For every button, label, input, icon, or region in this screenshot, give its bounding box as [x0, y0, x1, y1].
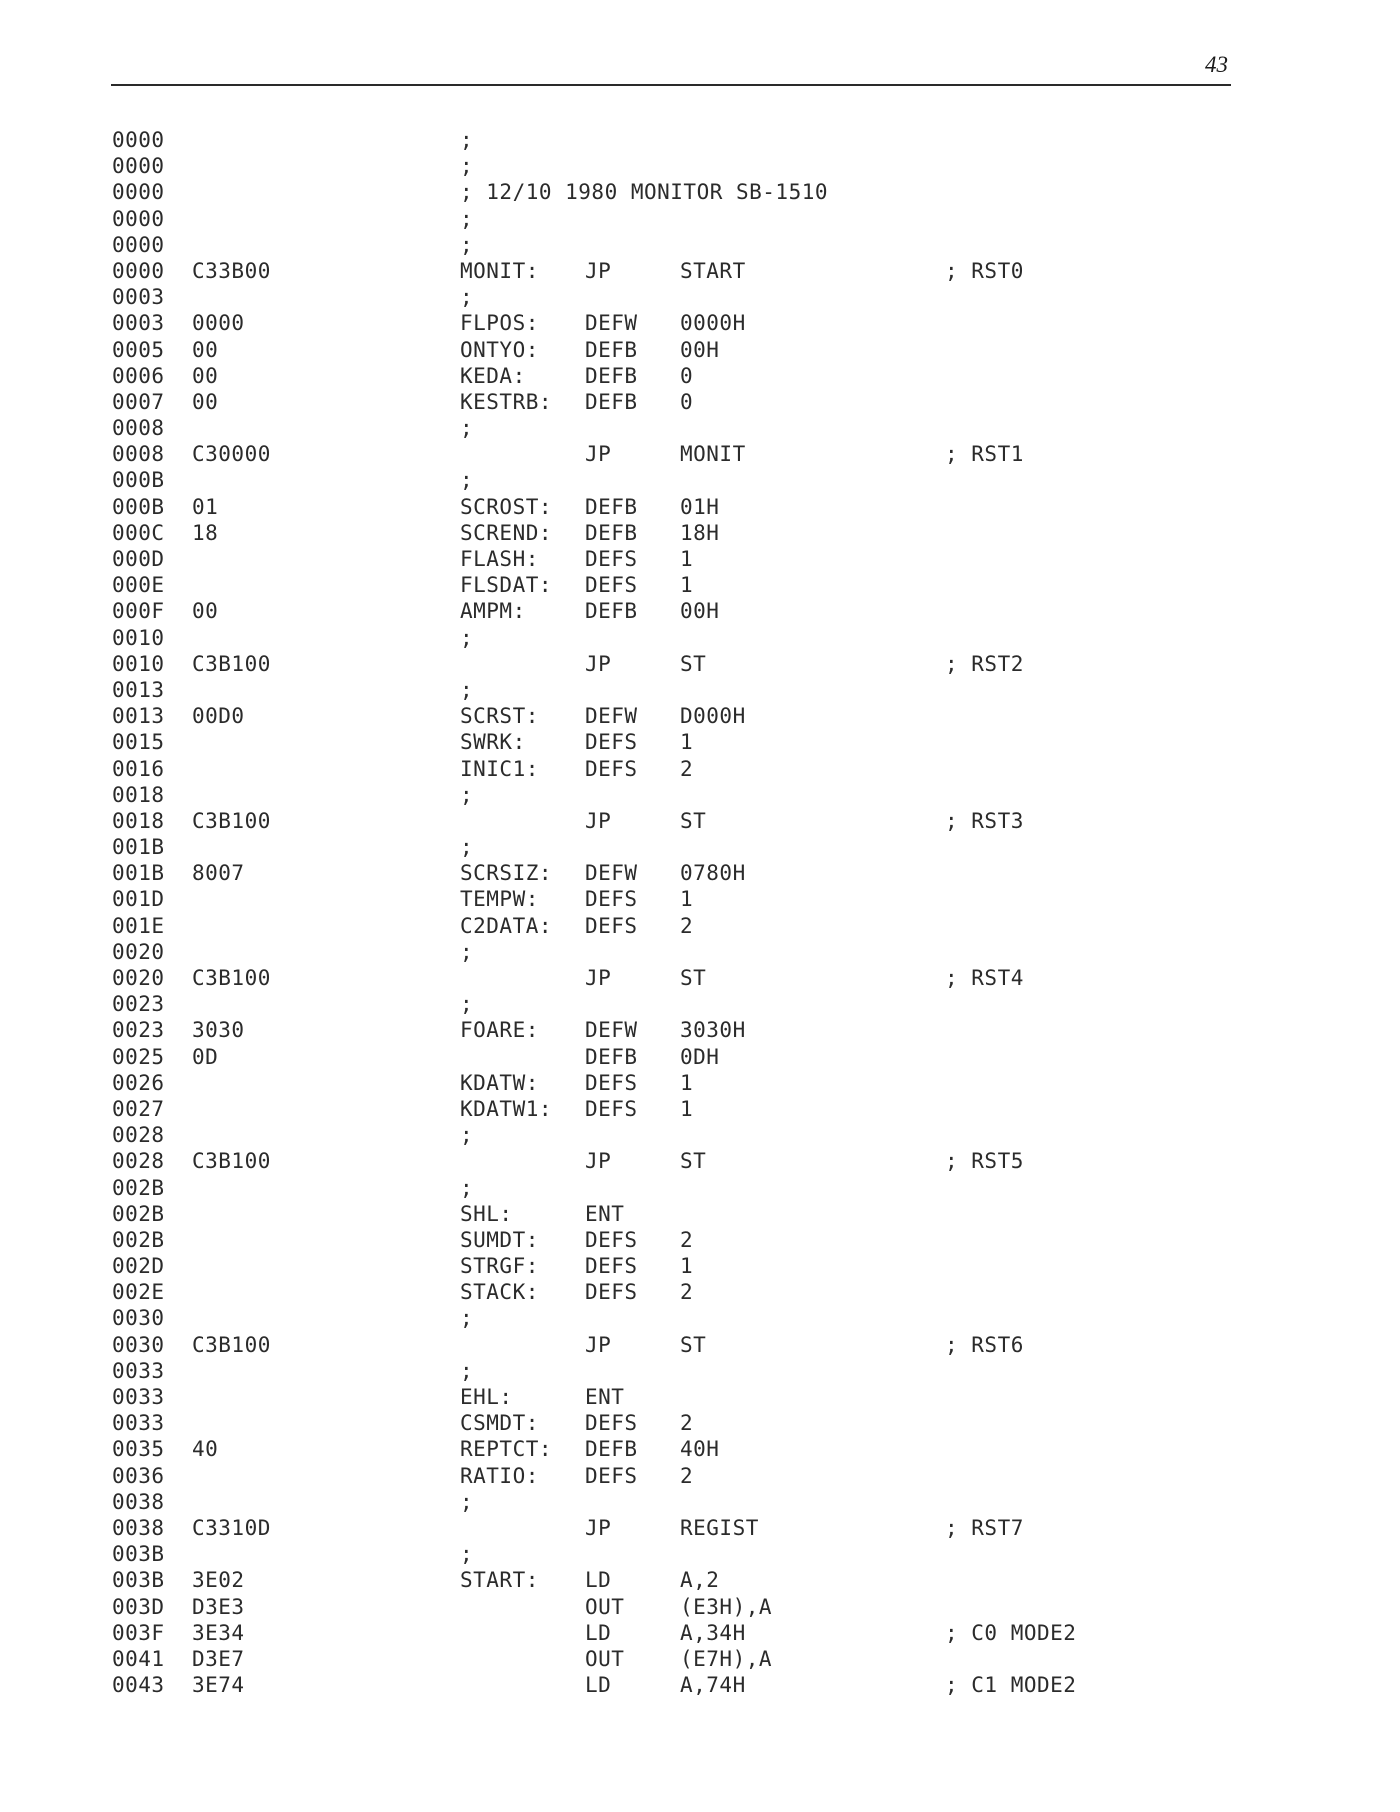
object-code-cell: C3B100	[192, 651, 271, 676]
listing-line	[0, 678, 1400, 704]
address-cell: 000E	[112, 573, 165, 598]
label-cell: ;	[460, 232, 474, 257]
operand-cell: 00H	[680, 337, 720, 362]
address-cell: 0013	[112, 704, 165, 729]
mnemonic-cell: JP	[585, 1149, 612, 1174]
object-code-cell: C3B100	[192, 1332, 271, 1357]
label-cell: ;	[460, 1489, 474, 1514]
operand-cell: 2	[680, 756, 694, 781]
object-code-cell: 3030	[192, 1018, 245, 1043]
mnemonic-cell: DEFB	[585, 1437, 638, 1462]
object-code-cell: D3E3	[192, 1594, 245, 1619]
comment-cell: ; RST6	[945, 1332, 1024, 1357]
address-cell: 0006	[112, 363, 165, 388]
listing-line	[0, 442, 1400, 468]
label-cell: ;	[460, 1358, 474, 1383]
listing-line	[0, 154, 1400, 180]
address-cell: 0028	[112, 1149, 165, 1174]
label-cell: ;	[460, 285, 474, 310]
listing-line	[0, 1647, 1400, 1673]
label-cell: RATIO:	[460, 1463, 539, 1488]
address-cell: 002B	[112, 1175, 165, 1200]
listing-line	[0, 338, 1400, 364]
listing-line	[0, 1595, 1400, 1621]
mnemonic-cell: DEFS	[585, 1280, 638, 1305]
label-cell: SHL:	[460, 1201, 513, 1226]
mnemonic-cell: LD	[585, 1620, 612, 1645]
listing-line	[0, 1202, 1400, 1228]
operand-cell: 1	[680, 1254, 694, 1279]
object-code-cell: C30000	[192, 442, 271, 467]
operand-cell: 2	[680, 913, 694, 938]
listing-line	[0, 1280, 1400, 1306]
listing-line	[0, 1359, 1400, 1385]
operand-cell: 2	[680, 1227, 694, 1252]
mnemonic-cell: DEFS	[585, 913, 638, 938]
operand-cell: 2	[680, 1411, 694, 1436]
listing-line	[0, 573, 1400, 599]
address-cell: 0000	[112, 232, 165, 257]
address-cell: 003D	[112, 1594, 165, 1619]
operand-cell: (E7H),A	[680, 1646, 773, 1671]
operand-cell: ST	[680, 651, 707, 676]
mnemonic-cell: DEFS	[585, 1254, 638, 1279]
label-cell: ;	[460, 835, 474, 860]
address-cell: 0000	[112, 154, 165, 179]
address-cell: 0000	[112, 206, 165, 231]
mnemonic-cell: DEFS	[585, 1096, 638, 1121]
label-cell: C2DATA:	[460, 913, 553, 938]
operand-cell: 0	[680, 389, 694, 414]
label-cell: MONIT:	[460, 258, 539, 283]
listing-line	[0, 1149, 1400, 1175]
listing-line	[0, 1542, 1400, 1568]
mnemonic-cell: DEFS	[585, 756, 638, 781]
operand-cell: ST	[680, 1332, 707, 1357]
object-code-cell: 00	[192, 337, 219, 362]
label-cell: SCRST:	[460, 704, 539, 729]
listing-line	[0, 259, 1400, 285]
label-cell: ;	[460, 992, 474, 1017]
address-cell: 000D	[112, 547, 165, 571]
address-cell: 003F	[112, 1620, 165, 1645]
operand-cell: (E3H),A	[680, 1594, 773, 1619]
label-cell: FLPOS:	[460, 311, 539, 336]
address-cell: 0013	[112, 677, 165, 702]
listing-line	[0, 940, 1400, 966]
object-code-cell: C3310D	[192, 1515, 271, 1540]
mnemonic-cell: DEFB	[585, 363, 638, 388]
comment-cell: ; RST2	[945, 651, 1024, 676]
mnemonic-cell: DEFW	[585, 861, 638, 886]
operand-cell: 18H	[680, 520, 720, 545]
mnemonic-cell: DEFB	[585, 389, 638, 414]
mnemonic-cell: DEFS	[585, 1463, 638, 1488]
listing-line	[0, 1176, 1400, 1202]
mnemonic-cell: DEFS	[585, 1227, 638, 1252]
object-code-cell: C3B100	[192, 808, 271, 833]
address-cell: 0041	[112, 1646, 165, 1671]
label-cell: FLASH:	[460, 547, 539, 571]
comment-cell: ; RST1	[945, 442, 1024, 467]
mnemonic-cell: DEFS	[585, 1070, 638, 1095]
address-cell: 0000	[112, 180, 165, 205]
listing-line	[0, 390, 1400, 416]
address-cell: 0025	[112, 1044, 165, 1069]
operand-cell: 40H	[680, 1437, 720, 1462]
mnemonic-cell: JP	[585, 808, 612, 833]
listing-line	[0, 757, 1400, 783]
address-cell: 001E	[112, 913, 165, 938]
operand-cell: 01H	[680, 494, 720, 519]
label-cell: SCRSIZ:	[460, 861, 553, 886]
mnemonic-cell: DEFW	[585, 1018, 638, 1043]
label-cell: START:	[460, 1568, 539, 1593]
operand-cell: 2	[680, 1463, 694, 1488]
comment-cell: ; RST0	[945, 258, 1024, 283]
address-cell: 0038	[112, 1489, 165, 1514]
listing-line	[0, 887, 1400, 913]
label-cell: INIC1:	[460, 756, 539, 781]
address-cell: 0020	[112, 939, 165, 964]
listing-line	[0, 599, 1400, 625]
address-cell: 002D	[112, 1254, 165, 1279]
operand-cell: START	[680, 258, 746, 283]
address-cell: 000B	[112, 494, 165, 519]
comment-cell: ; C1 MODE2	[945, 1673, 1077, 1698]
object-code-cell: 00	[192, 389, 219, 414]
listing-line	[0, 547, 1400, 573]
operand-cell: 1	[680, 573, 694, 598]
object-code-cell: C33B00	[192, 258, 271, 283]
listing-line	[0, 128, 1400, 154]
mnemonic-cell: JP	[585, 1515, 612, 1540]
label-cell: ;	[460, 625, 474, 650]
object-code-cell: 00	[192, 363, 219, 388]
mnemonic-cell: DEFS	[585, 547, 638, 571]
operand-cell: 0	[680, 363, 694, 388]
mnemonic-cell: ENT	[585, 1385, 625, 1409]
listing-line	[0, 626, 1400, 652]
address-cell: 001D	[112, 887, 165, 912]
address-cell: 0026	[112, 1070, 165, 1095]
operand-cell: ST	[680, 966, 707, 990]
comment-cell: ; C0 MODE2	[945, 1620, 1077, 1645]
label-cell: ;	[460, 154, 474, 179]
object-code-cell: 40	[192, 1437, 219, 1462]
listing-line	[0, 914, 1400, 940]
operand-cell: A,34H	[680, 1620, 746, 1645]
address-cell: 0015	[112, 730, 165, 755]
listing-line	[0, 233, 1400, 259]
address-cell: 0030	[112, 1332, 165, 1357]
label-cell: ; 12/10 1980 MONITOR SB-1510	[460, 180, 829, 205]
mnemonic-cell: JP	[585, 651, 612, 676]
address-cell: 0043	[112, 1673, 165, 1698]
listing-line	[0, 311, 1400, 337]
comment-cell: ; RST4	[945, 966, 1024, 990]
address-cell: 001B	[112, 835, 165, 860]
listing-line	[0, 1097, 1400, 1123]
mnemonic-cell: DEFW	[585, 311, 638, 336]
operand-cell: A,2	[680, 1568, 720, 1593]
address-cell: 0033	[112, 1385, 165, 1409]
operand-cell: 0000H	[680, 311, 746, 336]
address-cell: 0016	[112, 756, 165, 781]
listing-line	[0, 809, 1400, 835]
listing-line	[0, 521, 1400, 547]
object-code-cell: C3B100	[192, 966, 271, 990]
object-code-cell: 3E74	[192, 1673, 245, 1698]
operand-cell: 1	[680, 1070, 694, 1095]
mnemonic-cell: DEFB	[585, 494, 638, 519]
listing-line	[0, 285, 1400, 311]
comment-cell: ; RST5	[945, 1149, 1024, 1174]
address-cell: 0030	[112, 1306, 165, 1331]
mnemonic-cell: JP	[585, 966, 612, 990]
label-cell: ;	[460, 1542, 474, 1567]
label-cell: KDATW:	[460, 1070, 539, 1095]
listing-line	[0, 861, 1400, 887]
operand-cell: 1	[680, 887, 694, 912]
mnemonic-cell: OUT	[585, 1594, 625, 1619]
mnemonic-cell: DEFS	[585, 573, 638, 598]
label-cell: ;	[460, 416, 474, 441]
listing-line	[0, 1411, 1400, 1437]
label-cell: ;	[460, 1175, 474, 1200]
address-cell: 0018	[112, 808, 165, 833]
listing-line	[0, 652, 1400, 678]
listing-line	[0, 495, 1400, 521]
address-cell: 002B	[112, 1201, 165, 1226]
mnemonic-cell: DEFW	[585, 704, 638, 729]
listing-line	[0, 966, 1400, 992]
comment-cell: ; RST3	[945, 808, 1024, 833]
address-cell: 0023	[112, 1018, 165, 1043]
label-cell: FOARE:	[460, 1018, 539, 1043]
address-cell: 0028	[112, 1123, 165, 1148]
operand-cell: 1	[680, 1096, 694, 1121]
label-cell: SCREND:	[460, 520, 553, 545]
listing-line	[0, 704, 1400, 730]
mnemonic-cell: DEFS	[585, 1411, 638, 1436]
address-cell: 0010	[112, 651, 165, 676]
listing-line	[0, 730, 1400, 756]
label-cell: STACK:	[460, 1280, 539, 1305]
address-cell: 002B	[112, 1227, 165, 1252]
address-cell: 0020	[112, 966, 165, 990]
address-cell: 000C	[112, 520, 165, 545]
listing-line	[0, 180, 1400, 206]
label-cell: KESTRB:	[460, 389, 553, 414]
object-code-cell: 8007	[192, 861, 245, 886]
address-cell: 0018	[112, 782, 165, 807]
label-cell: ;	[460, 677, 474, 702]
address-cell: 003B	[112, 1568, 165, 1593]
address-cell: 0027	[112, 1096, 165, 1121]
object-code-cell: D3E7	[192, 1646, 245, 1671]
label-cell: CSMDT:	[460, 1411, 539, 1436]
listing-line	[0, 207, 1400, 233]
label-cell: ;	[460, 782, 474, 807]
listing-line	[0, 1568, 1400, 1594]
label-cell: EHL:	[460, 1385, 513, 1409]
listing-line	[0, 1071, 1400, 1097]
label-cell: FLSDAT:	[460, 573, 553, 598]
listing-line	[0, 1228, 1400, 1254]
object-code-cell: 00D0	[192, 704, 245, 729]
listing-line	[0, 1464, 1400, 1490]
listing-line	[0, 1123, 1400, 1149]
operand-cell: 00H	[680, 599, 720, 624]
listing-line	[0, 364, 1400, 390]
operand-cell: 3030H	[680, 1018, 746, 1043]
label-cell: AMPM:	[460, 599, 526, 624]
mnemonic-cell: JP	[585, 1332, 612, 1357]
label-cell: KDATW1:	[460, 1096, 553, 1121]
label-cell: SUMDT:	[460, 1227, 539, 1252]
label-cell: ;	[460, 206, 474, 231]
label-cell: SCROST:	[460, 494, 553, 519]
address-cell: 000B	[112, 468, 165, 493]
label-cell: SWRK:	[460, 730, 526, 755]
address-cell: 0010	[112, 625, 165, 650]
address-cell: 0005	[112, 337, 165, 362]
object-code-cell: 3E34	[192, 1620, 245, 1645]
mnemonic-cell: LD	[585, 1568, 612, 1593]
address-cell: 0000	[112, 258, 165, 283]
listing-line	[0, 1045, 1400, 1071]
address-cell: 003B	[112, 1542, 165, 1567]
operand-cell: ST	[680, 808, 707, 833]
mnemonic-cell: LD	[585, 1673, 612, 1698]
listing-line	[0, 1306, 1400, 1332]
label-cell: ;	[460, 1123, 474, 1148]
mnemonic-cell: DEFB	[585, 1044, 638, 1069]
label-cell: KEDA:	[460, 363, 526, 388]
mnemonic-cell: JP	[585, 258, 612, 283]
listing-line	[0, 1490, 1400, 1516]
listing-line	[0, 1621, 1400, 1647]
label-cell: REPTCT:	[460, 1437, 553, 1462]
listing-line	[0, 1254, 1400, 1280]
operand-cell: 0DH	[680, 1044, 720, 1069]
operand-cell: 1	[680, 547, 694, 571]
object-code-cell: 3E02	[192, 1568, 245, 1593]
operand-cell: A,74H	[680, 1673, 746, 1698]
label-cell: ONTYO:	[460, 337, 539, 362]
object-code-cell: 0000	[192, 311, 245, 336]
mnemonic-cell: DEFB	[585, 520, 638, 545]
object-code-cell: 18	[192, 520, 219, 545]
assembly-listing	[0, 128, 1400, 1699]
comment-cell: ; RST7	[945, 1515, 1024, 1540]
header-rule	[111, 84, 1231, 86]
listing-line	[0, 1437, 1400, 1463]
mnemonic-cell: DEFB	[585, 337, 638, 362]
address-cell: 0003	[112, 311, 165, 336]
label-cell: TEMPW:	[460, 887, 539, 912]
address-cell: 0008	[112, 442, 165, 467]
object-code-cell: 0D	[192, 1044, 219, 1069]
label-cell: ;	[460, 468, 474, 493]
label-cell: ;	[460, 128, 474, 152]
object-code-cell: 01	[192, 494, 219, 519]
label-cell: ;	[460, 939, 474, 964]
listing-line	[0, 1516, 1400, 1542]
listing-line	[0, 1385, 1400, 1411]
mnemonic-cell: DEFS	[585, 887, 638, 912]
address-cell: 0008	[112, 416, 165, 441]
operand-cell: ST	[680, 1149, 707, 1174]
mnemonic-cell: DEFB	[585, 599, 638, 624]
address-cell: 002E	[112, 1280, 165, 1305]
listing-line	[0, 1673, 1400, 1699]
listing-line	[0, 783, 1400, 809]
mnemonic-cell: ENT	[585, 1201, 625, 1226]
mnemonic-cell: JP	[585, 442, 612, 467]
address-cell: 000F	[112, 599, 165, 624]
mnemonic-cell: OUT	[585, 1646, 625, 1671]
mnemonic-cell: DEFS	[585, 730, 638, 755]
listing-line	[0, 835, 1400, 861]
operand-cell: MONIT	[680, 442, 746, 467]
page-number: 43	[1205, 52, 1228, 77]
listing-line	[0, 1333, 1400, 1359]
address-cell: 0003	[112, 285, 165, 310]
address-cell: 001B	[112, 861, 165, 886]
operand-cell: 1	[680, 730, 694, 755]
address-cell: 0033	[112, 1411, 165, 1436]
label-cell: STRGF:	[460, 1254, 539, 1279]
address-cell: 0023	[112, 992, 165, 1017]
label-cell: ;	[460, 1306, 474, 1331]
operand-cell: REGIST	[680, 1515, 759, 1540]
operand-cell: 2	[680, 1280, 694, 1305]
listing-line	[0, 416, 1400, 442]
operand-cell: D000H	[680, 704, 746, 729]
object-code-cell: 00	[192, 599, 219, 624]
object-code-cell: C3B100	[192, 1149, 271, 1174]
listing-line	[0, 992, 1400, 1018]
address-cell: 0035	[112, 1437, 165, 1462]
operand-cell: 0780H	[680, 861, 746, 886]
address-cell: 0033	[112, 1358, 165, 1383]
listing-line	[0, 1018, 1400, 1044]
address-cell: 0038	[112, 1515, 165, 1540]
listing-line	[0, 468, 1400, 494]
address-cell: 0036	[112, 1463, 165, 1488]
address-cell: 0007	[112, 389, 165, 414]
address-cell: 0000	[112, 128, 165, 152]
